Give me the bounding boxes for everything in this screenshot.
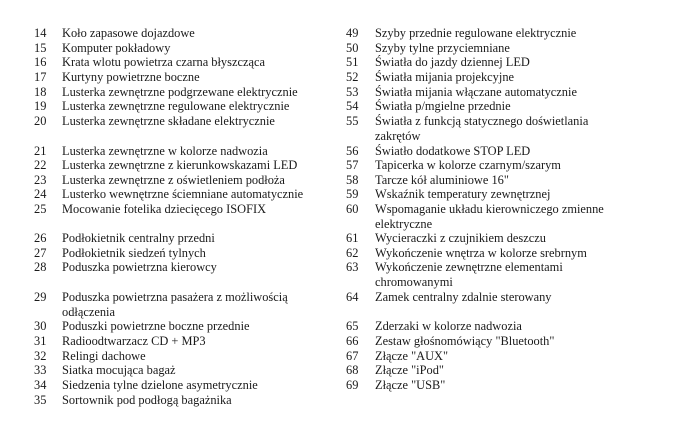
item-number: 68 — [346, 363, 359, 377]
item-label: Wykończenie zewnętrzne elementami — [375, 260, 563, 274]
item-number: 26 — [34, 231, 47, 245]
item-number: 16 — [34, 55, 47, 69]
item-label: Siedzenia tylne dzielone asymetrycznie — [62, 378, 258, 392]
item-label-continuation: elektryczne — [375, 216, 433, 231]
item-number: 15 — [34, 41, 47, 55]
item-number: 19 — [34, 99, 47, 113]
item-number: 63 — [346, 260, 359, 274]
item-label-continuation: zakrętów — [375, 128, 421, 143]
item-label: Lusterka zewnętrzne z oświetleniem podłoża — [62, 173, 285, 187]
item-label: Światła mijania projekcyjne — [375, 70, 515, 84]
item-number: 33 — [34, 363, 47, 377]
item-number: 57 — [346, 158, 359, 172]
item-number: 14 — [34, 26, 47, 40]
item-number: 22 — [34, 158, 47, 172]
item-label: Koło zapasowe dojazdowe — [62, 26, 195, 40]
item-label: Siatka mocująca bagaż — [62, 363, 176, 377]
item-label: Wycieraczki z czujnikiem deszczu — [375, 231, 546, 245]
item-number: 29 — [34, 290, 47, 304]
item-label: Relingi dachowe — [62, 349, 146, 363]
item-label: Lusterka zewnętrzne z kierunkowskazami LED — [62, 158, 298, 172]
item-number: 66 — [346, 334, 359, 348]
item-label: Tapicerka w kolorze czarnym/szarym — [375, 158, 561, 172]
item-label: Światła do jazdy dziennej LED — [375, 55, 530, 69]
item-number: 53 — [346, 85, 359, 99]
item-label-continuation: odłączenia — [62, 304, 115, 319]
item-number: 54 — [346, 99, 359, 113]
item-label: Złącze "AUX" — [375, 349, 449, 363]
item-label: Światła z funkcją statycznego doświetlania — [375, 114, 589, 128]
item-label: Komputer pokładowy — [62, 41, 171, 55]
item-number: 24 — [34, 187, 47, 201]
item-label: Krata wlotu powietrza czarna błyszcząca — [62, 55, 265, 69]
item-label: Poduszka powietrzna kierowcy — [62, 260, 217, 274]
item-number: 52 — [346, 70, 359, 84]
item-number: 35 — [34, 393, 47, 407]
item-number: 61 — [346, 231, 359, 245]
item-number: 50 — [346, 41, 359, 55]
item-label: Szyby przednie regulowane elektrycznie — [375, 26, 577, 40]
item-number: 27 — [34, 246, 47, 260]
item-label: Radioodtwarzacz CD + MP3 — [62, 334, 206, 348]
item-label: Lusterka zewnętrzne w kolorze nadwozia — [62, 144, 268, 158]
item-number: 64 — [346, 290, 359, 304]
item-label: Sortownik pod podłogą bagażnika — [62, 393, 232, 407]
item-number: 55 — [346, 114, 359, 128]
item-number: 20 — [34, 114, 47, 128]
item-number: 21 — [34, 144, 47, 158]
item-label: Szyby tylne przyciemniane — [375, 41, 510, 55]
item-label: Lusterka zewnętrzne regulowane elektrycznie — [62, 99, 290, 113]
item-number: 62 — [346, 246, 359, 260]
item-number: 65 — [346, 319, 359, 333]
item-label: Poduszki powietrzne boczne przednie — [62, 319, 250, 333]
item-number: 28 — [34, 260, 47, 274]
item-number: 17 — [34, 70, 47, 84]
item-label: Zestaw głośnomówiący "Bluetooth" — [375, 334, 555, 348]
item-label: Lusterka zewnętrzne podgrzewane elektrycznie — [62, 85, 298, 99]
item-label: Poduszka powietrzna pasażera z możliwością — [62, 290, 288, 304]
item-number: 60 — [346, 202, 359, 216]
item-label: Tarcze kół aluminiowe 16" — [375, 173, 509, 187]
item-label: Lusterko wewnętrzne ściemniane automatycznie — [62, 187, 304, 201]
item-label: Zderzaki w kolorze nadwozia — [375, 319, 522, 333]
item-number: 49 — [346, 26, 359, 40]
item-label: Mocowanie fotelika dziecięcego ISOFIX — [62, 202, 267, 216]
item-label-continuation: chromowanymi — [375, 274, 453, 289]
item-number: 34 — [34, 378, 47, 392]
item-number: 51 — [346, 55, 359, 69]
item-number: 23 — [34, 173, 47, 187]
item-number: 67 — [346, 349, 359, 363]
item-number: 32 — [34, 349, 47, 363]
item-label: Podłokietnik siedzeń tylnych — [62, 246, 206, 260]
item-label: Światła p/mgielne przednie — [375, 99, 511, 113]
item-label: Wspomaganie układu kierowniczego zmienne — [375, 202, 604, 216]
item-label: Światło dodatkowe STOP LED — [375, 144, 531, 158]
item-label: Złącze "USB" — [375, 378, 446, 392]
item-number: 31 — [34, 334, 47, 348]
item-number: 30 — [34, 319, 47, 333]
item-label: Zamek centralny zdalnie sterowany — [375, 290, 552, 304]
item-label: Wskaźnik temperatury zewnętrznej — [375, 187, 551, 201]
item-label: Wykończenie wnętrza w kolorze srebrnym — [375, 246, 587, 260]
item-number: 56 — [346, 144, 359, 158]
item-label: Światła mijania włączane automatycznie — [375, 85, 577, 99]
item-number: 58 — [346, 173, 359, 187]
item-number: 18 — [34, 85, 47, 99]
item-number: 25 — [34, 202, 47, 216]
item-label: Kurtyny powietrzne boczne — [62, 70, 200, 84]
item-number: 59 — [346, 187, 359, 201]
item-number: 69 — [346, 378, 359, 392]
item-label: Złącze "iPod" — [375, 363, 444, 377]
item-label: Lusterka zewnętrzne składane elektrycznie — [62, 114, 275, 128]
item-label: Podłokietnik centralny przedni — [62, 231, 215, 245]
